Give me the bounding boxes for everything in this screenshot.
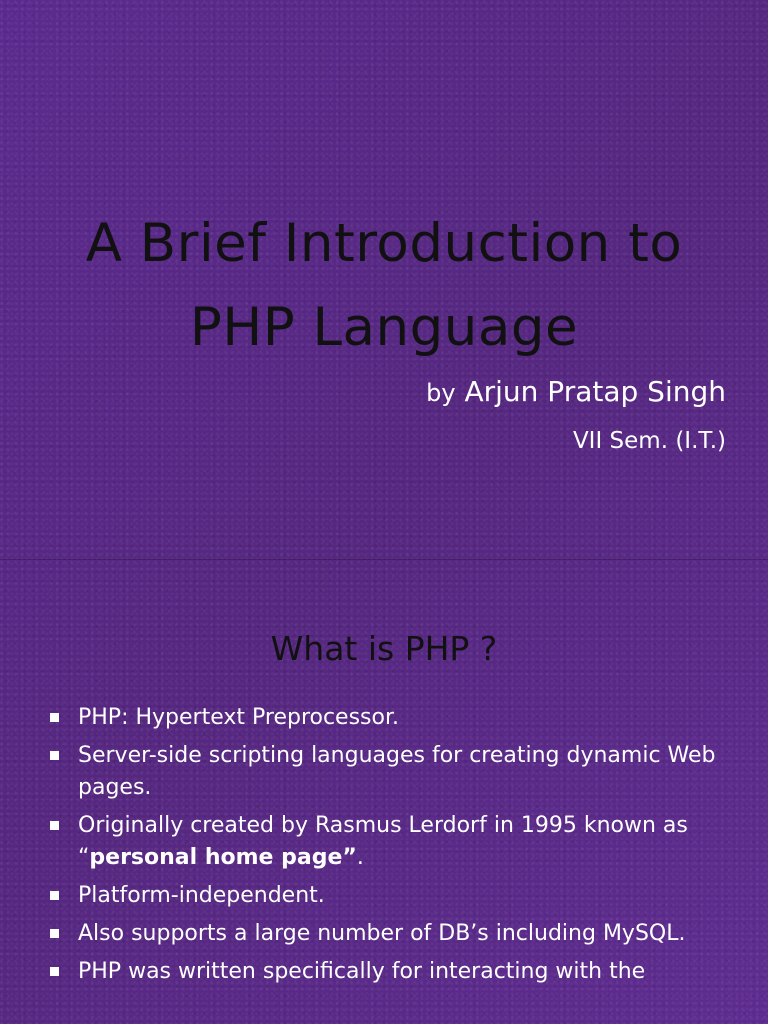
- bullet-text: Platform-independent.: [78, 883, 325, 908]
- bullet-text-part: .: [356, 845, 364, 870]
- author-name: Arjun Pratap Singh: [464, 375, 726, 408]
- list-item: [48, 880, 728, 912]
- bullet-text-bold: personal home page”: [89, 845, 357, 870]
- square-bullet-icon: [50, 713, 59, 722]
- author-line: [426, 372, 726, 413]
- bullet-text: Also supports a large number of DB’s including MySQL.: [78, 921, 686, 946]
- slide-title-line-1: A Brief Introduction to: [85, 213, 683, 274]
- list-item: [48, 918, 728, 950]
- list-item: [48, 702, 728, 734]
- bullet-text: PHP was written specifically for interacting with the: [78, 959, 646, 984]
- square-bullet-icon: [50, 929, 59, 938]
- bullet-text: PHP: Hypertext Preprocessor.: [78, 705, 399, 730]
- bullet-list: [48, 702, 728, 994]
- slide-heading: What is PHP ?: [270, 629, 498, 668]
- square-bullet-icon: [50, 891, 59, 900]
- what-is-php-slide: [0, 560, 768, 1024]
- slide-title-line-2: PHP Language: [189, 297, 579, 358]
- author-by-label: by: [426, 379, 456, 407]
- square-bullet-icon: [50, 967, 59, 976]
- list-item: [48, 740, 728, 804]
- list-item: [48, 810, 728, 874]
- square-bullet-icon: [50, 751, 59, 760]
- list-item: [48, 956, 728, 988]
- bullet-text: Server-side scripting languages for creating dynamic Web pages.: [78, 743, 716, 800]
- bullet-text-part: Originally created by Rasmus Lerdorf in 1995 known as “: [78, 813, 688, 870]
- semester-label: VII Sem. (I.T.): [572, 428, 726, 454]
- square-bullet-icon: [50, 821, 59, 830]
- slide-title: [0, 202, 768, 370]
